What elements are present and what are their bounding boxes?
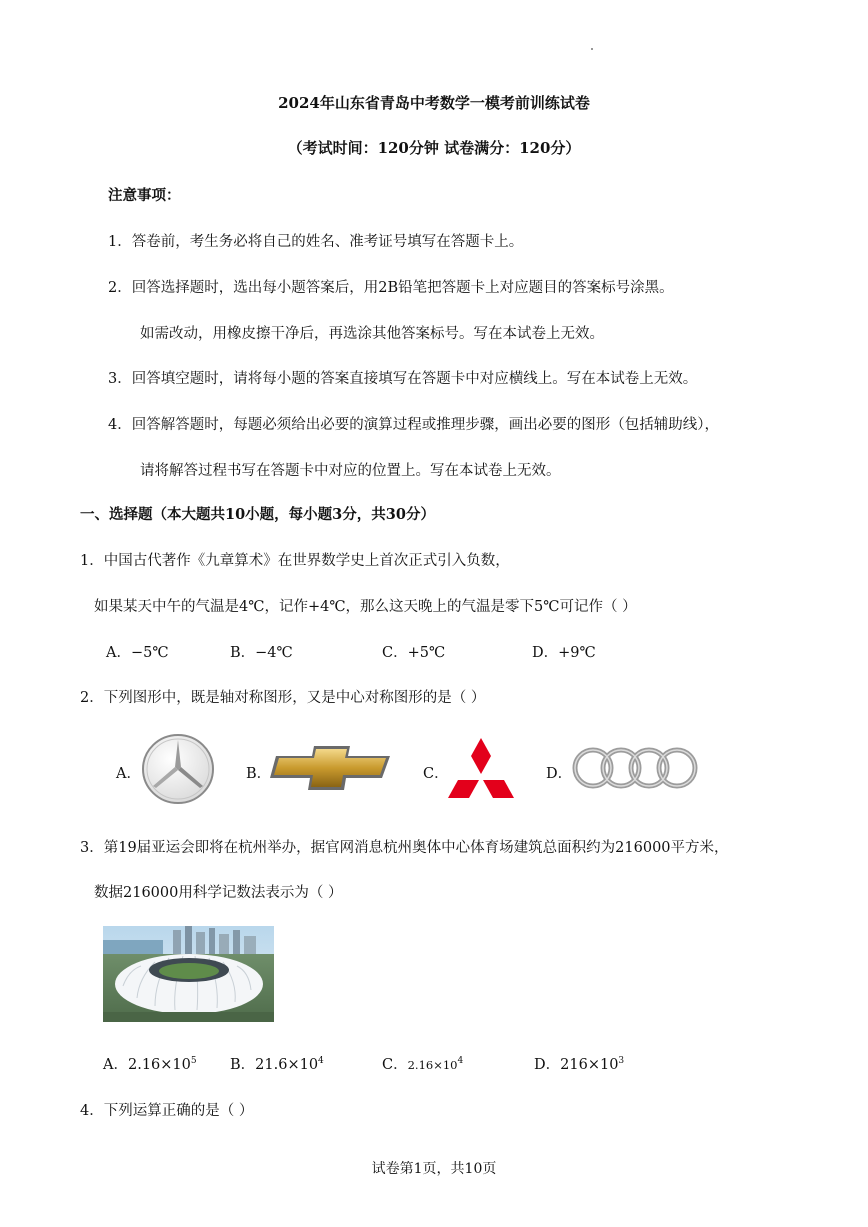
q2-option-d-label: D． (546, 766, 573, 782)
q2-option-b-label: B． (246, 766, 272, 782)
mercedes-logo-icon (140, 733, 216, 805)
notes-heading: 注意事项： (108, 187, 181, 204)
q3-text-2: 数据216000用科学记数法表示为（ ） (94, 885, 343, 901)
stadium-photo (103, 926, 274, 1022)
speck (591, 48, 593, 50)
mitsubishi-logo-icon (446, 738, 516, 800)
q2-option-c-label: C． (423, 766, 449, 782)
q1-option-b: B．−4℃ (230, 645, 293, 661)
q3-option-b: B．$21.6\times 10^4$ (230, 1056, 324, 1073)
q1-option-a: A．−5℃ (106, 645, 169, 661)
q4-text: 4．下列运算正确的是（ ） (80, 1103, 254, 1119)
note-2-cont: 如需改动，用橡皮擦干净后，再选涂其他答案标号。写在本试卷上无效。 (140, 326, 604, 342)
q3-text: 3．第19届亚运会即将在杭州举办，据官网消息杭州奥体中心体育场建筑总面积约为216000平方米， (80, 840, 729, 856)
q1-text: 1．中国古代著作《九章算术》在世界数学史上首次正式引入负数， (80, 553, 510, 569)
section-heading: 一、选择题（本大题共10小题，每小题3分，共30分） (80, 506, 435, 523)
q3-option-d: D．$216\times 10^3$ (534, 1056, 625, 1073)
note-4-cont: 请将解答过程书写在答题卡中对应的位置上。写在本试卷上无效。 (140, 463, 561, 479)
audi-logo-icon (571, 744, 699, 792)
note-2: 2．回答选择题时，选出每小题答案后，用2B铅笔把答题卡上对应题目的答案标号涂黑。 (108, 280, 674, 296)
q3-option-c: C．$2.16\times 10^4$ (382, 1056, 464, 1073)
q1-option-c: C．+5℃ (382, 645, 446, 661)
chevrolet-logo-icon (270, 744, 392, 792)
note-4: 4．回答解答题时，每题必须给出必要的演算过程或推理步骤，画出必要的图形（包括辅助线）， (108, 417, 719, 433)
q2-text: 2．下列图形中，既是轴对称图形，又是中心对称图形的是（ ） (80, 690, 486, 706)
q1-option-d: D．+9℃ (532, 645, 596, 661)
q2-option-a-label: A． (116, 766, 141, 782)
page-title: 2024年山东省青岛中考数学一模考前训练试卷 (278, 94, 590, 112)
exam-info: （考试时间：120分钟 试卷满分：120分） (287, 139, 581, 157)
note-3: 3．回答填空题时，请将每小题的答案直接填写在答题卡中对应横线上。写在本试卷上无效。 (108, 371, 698, 387)
q3-option-a: A．$2.16\times 10^5$ (103, 1056, 197, 1073)
page-footer: 试卷第1页，共10页 (371, 1161, 497, 1177)
note-1: 1．答卷前，考生务必将自己的姓名、准考证号填写在答题卡上。 (108, 234, 524, 250)
q1-text-2: 如果某天中午的气温是4℃，记作+4℃，那么这天晚上的气温是零下5℃可记作（ ） (94, 599, 637, 615)
